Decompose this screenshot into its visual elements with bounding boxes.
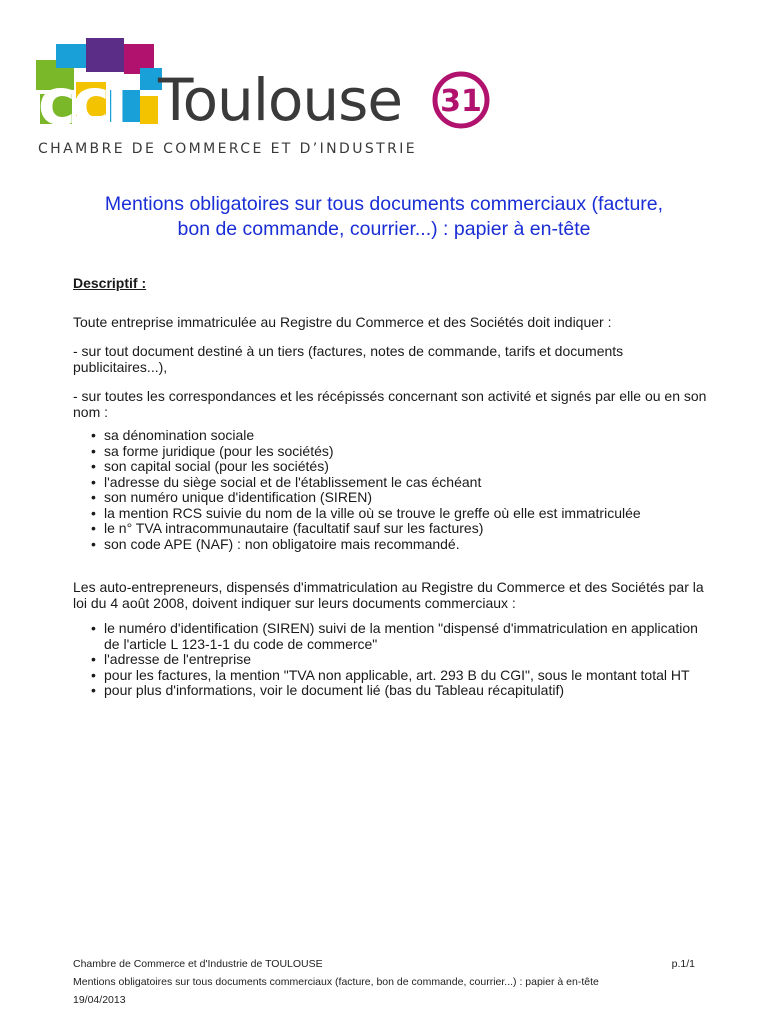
list-item: • le n° TVA intracommunautaire (facultatif sauf sur les factures) xyxy=(104,521,713,537)
mandatory-mentions-list xyxy=(73,428,713,552)
logo-tagline: CHAMBRE DE COMMERCE ET D’INDUSTRIE xyxy=(38,141,418,157)
logo-dept-number: 31 xyxy=(440,84,482,119)
page-title xyxy=(60,192,708,242)
cci-toulouse-logo xyxy=(36,38,506,158)
logo-graphic xyxy=(36,38,506,138)
list-item: • l'adresse du siège social et de l'établissement le cas échéant xyxy=(104,475,713,491)
list-item: • sa forme juridique (pour les sociétés) xyxy=(104,444,713,460)
point-third-party: - sur tout document destiné à un tiers (factures, notes de commande, tarifs et documents publicitaires...), xyxy=(73,343,624,375)
list-item: • pour les factures, la mention "TVA non applicable, art. 293 B du CGI", sous le montant total HT xyxy=(104,668,713,684)
footer-page-number: p.1/1 xyxy=(671,958,695,970)
section-heading: Descriptif : xyxy=(73,275,147,291)
footer-organization: Chambre de Commerce et d'Industrie de TOULOUSE xyxy=(73,958,323,970)
list-item: • l'adresse de l'entreprise xyxy=(104,652,713,668)
auto-entrepreneur-paragraph: Les auto-entrepreneurs, dispensés d'immatriculation au Registre du Commerce et des Sociétés par la loi du 4 août 2008, doivent indiquer sur leurs documents commerciaux : xyxy=(73,579,704,611)
logo-brand-text: cci xyxy=(38,66,124,138)
list-item: • sa dénomination sociale xyxy=(104,428,713,444)
footer-doc-title: Mentions obligatoires sur tous documents commerciaux (facture, bon de commande, courrier...) : papier à en-tête xyxy=(73,976,599,988)
list-item: • son code APE (NAF) : non obligatoire mais recommandé. xyxy=(104,537,713,553)
logo-city-text: Toulouse xyxy=(158,66,403,134)
list-item: • son capital social (pour les sociétés) xyxy=(104,459,713,475)
intro-paragraph: Toute entreprise immatriculée au Registre du Commerce et des Sociétés doit indiquer : xyxy=(73,313,612,330)
point-correspondence: - sur toutes les correspondances et les récépissés concernant son activité et signés par elle ou en son nom : xyxy=(73,388,707,420)
auto-entrepreneur-list xyxy=(73,621,713,699)
list-item: • son numéro unique d'identification (SIREN) xyxy=(104,490,713,506)
list-item: • pour plus d'informations, voir le document lié (bas du Tableau récapitulatif) xyxy=(104,683,713,699)
footer-date: 19/04/2013 xyxy=(73,994,126,1006)
page-footer xyxy=(73,955,695,1009)
list-item: • le numéro d'identification (SIREN) suivi de la mention "dispensé d'immatriculation en application de l'article L 123-1-1 du code de commerce" xyxy=(104,621,713,652)
title-line-2: bon de commande, courrier...) : papier à en-tête xyxy=(177,218,591,240)
document-body xyxy=(73,276,713,699)
list-item: • la mention RCS suivie du nom de la ville où se trouve le greffe où elle est immatriculée xyxy=(104,506,713,522)
title-line-1: Mentions obligatoires sur tous documents commerciaux (facture, xyxy=(104,193,664,215)
